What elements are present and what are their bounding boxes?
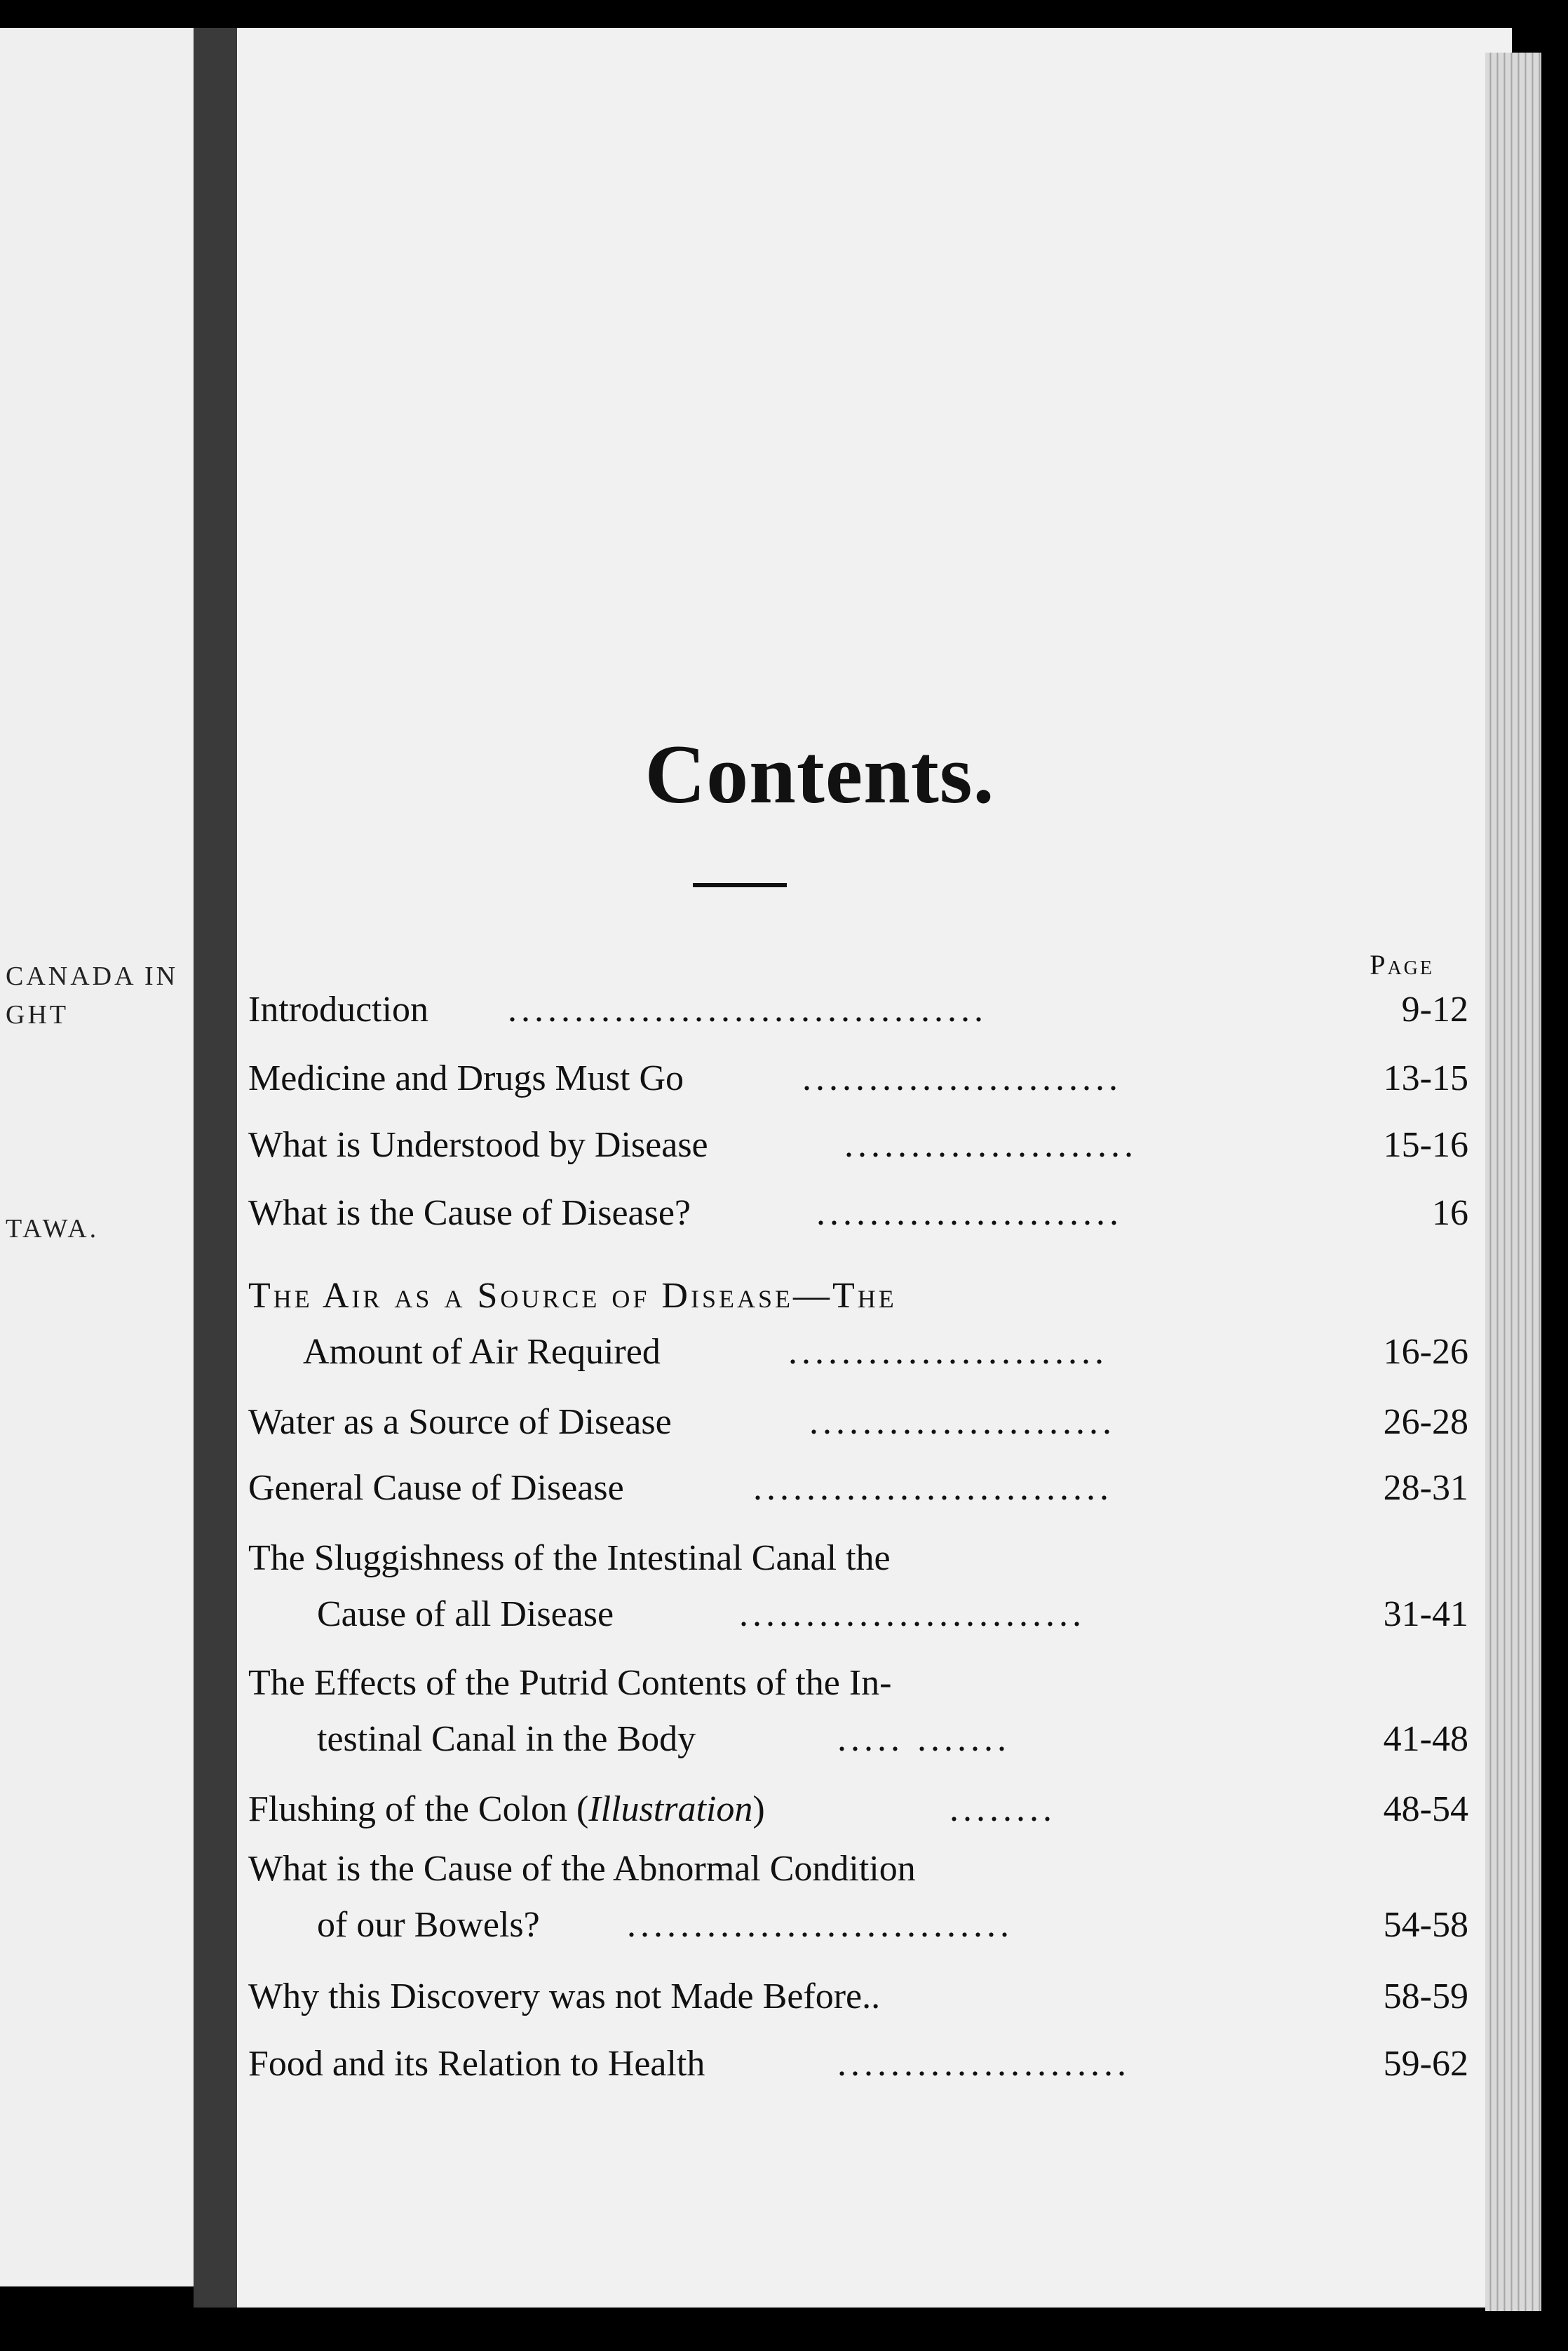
toc-entry-title: General Cause of Disease	[248, 1468, 624, 1508]
toc-entry-title: The Effects of the Putrid Contents of the In-	[248, 1663, 892, 1703]
left-page-text-1: CANADA IN	[6, 962, 179, 991]
dot-leader: ........................	[788, 1332, 1108, 1372]
toc-entry	[248, 1268, 1468, 1380]
toc-entry-title: Introduction	[248, 990, 429, 1030]
toc-entry-page: 16-26	[1383, 1332, 1468, 1372]
toc-entry-title-continued: Amount of Air Required	[303, 1332, 661, 1372]
dot-leader: .............................	[627, 1905, 1013, 1945]
left-page-text-3: TAWA.	[6, 1214, 100, 1244]
toc-entry	[248, 1530, 1468, 1643]
toc-entry	[248, 1655, 1468, 1767]
dot-leader: ........................	[802, 1058, 1122, 1098]
toc-entry	[248, 1051, 1468, 1107]
facing-page-fragment	[0, 28, 194, 2286]
toc-entry-page: 54-58	[1383, 1905, 1468, 1945]
toc-entry-title: Medicine and Drugs Must Go	[248, 1058, 684, 1098]
dot-leader: ....................................	[508, 990, 987, 1030]
toc-entry	[248, 1185, 1468, 1241]
dot-leader: .......................	[816, 1193, 1123, 1233]
toc-entry-page: 41-48	[1383, 1719, 1468, 1759]
dot-leader: ......................	[837, 2044, 1130, 2084]
toc-entry-page: 16	[1432, 1193, 1468, 1233]
dot-leader: ..........................	[739, 1594, 1086, 1634]
dot-leader: ........	[949, 1789, 1056, 1829]
toc-entry-title: Water as a Source of Disease	[248, 1402, 672, 1442]
table-of-contents	[237, 28, 1512, 2308]
toc-entry-title: What is Understood by Disease	[248, 1125, 708, 1165]
toc-entry-page: 31-41	[1383, 1594, 1468, 1634]
toc-entry-title-continued: Cause of all Disease	[317, 1594, 614, 1634]
toc-entry-title: Food and its Relation to Health	[248, 2044, 705, 2084]
toc-entry-page: 48-54	[1383, 1789, 1468, 1829]
toc-entry	[248, 982, 1468, 1038]
page-edges	[1485, 53, 1541, 2311]
dot-leader: .......................	[809, 1402, 1116, 1442]
toc-entry	[248, 1460, 1468, 1516]
toc-entry-page: 28-31	[1383, 1468, 1468, 1508]
toc-entry-title: Flushing of the Colon (Illustration)	[248, 1789, 765, 1829]
page-title: Contents.	[644, 727, 995, 821]
toc-entry-title: What is the Cause of the Abnormal Condition	[248, 1849, 916, 1889]
toc-entry-page: 9-12	[1401, 990, 1468, 1030]
toc-entry-page: 15-16	[1383, 1125, 1468, 1165]
toc-entry-title: What is the Cause of Disease?	[248, 1193, 691, 1233]
toc-entry-title: Why this Discovery was not Made Before..	[248, 1976, 881, 2016]
toc-entry	[248, 1841, 1468, 1953]
toc-entry-page: 59-62	[1383, 2044, 1468, 2084]
toc-entry-page: 13-15	[1383, 1058, 1468, 1098]
page-column-header: Page	[1370, 949, 1434, 981]
toc-entry-page: 26-28	[1383, 1402, 1468, 1442]
contents-page	[237, 28, 1512, 2308]
dot-leader: ......................	[844, 1125, 1137, 1165]
toc-entry-title: The Sluggishness of the Intestinal Canal the	[248, 1538, 891, 1578]
toc-entry	[248, 2036, 1468, 2092]
toc-entry	[248, 1394, 1468, 1450]
left-page-text-2: GHT	[6, 1000, 69, 1030]
toc-entry-title-continued: of our Bowels?	[317, 1905, 540, 1945]
toc-entry-title-continued: testinal Canal in the Body	[317, 1719, 696, 1759]
dot-leader: ...........................	[753, 1468, 1113, 1508]
dot-leader: ..... .......	[837, 1719, 1011, 1759]
toc-entry-page: 58-59	[1383, 1976, 1468, 2016]
toc-entry	[248, 1969, 1468, 2025]
toc-entry	[248, 1781, 1468, 1838]
book-spine	[194, 28, 237, 2308]
toc-entry	[248, 1117, 1468, 1173]
toc-entry-title: The Air as a Source of Disease—The	[248, 1276, 897, 1316]
